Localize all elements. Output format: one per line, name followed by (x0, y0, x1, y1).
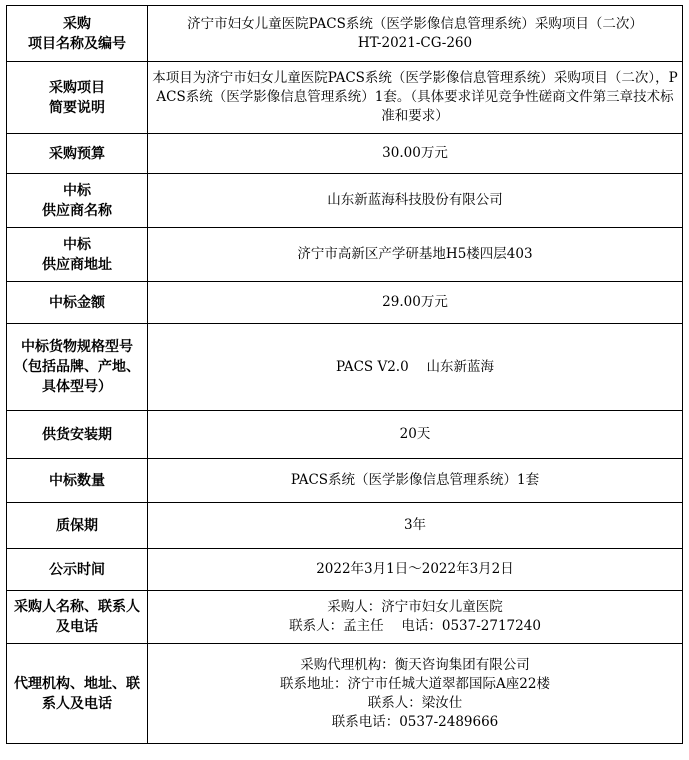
award-amount-value: 29.00万元 (148, 282, 683, 324)
project-description-label: 采购项目 简要说明 (7, 62, 148, 134)
row-quantity (7, 459, 683, 503)
row-budget (7, 134, 683, 174)
supplier-address-label: 中标 供应商地址 (7, 228, 148, 282)
project-name-label: 采购 项目名称及编号 (7, 6, 148, 62)
warranty-value: 3年 (148, 503, 683, 549)
delivery-period-value: 20天 (148, 411, 683, 459)
project-name-value: 济宁市妇女儿童医院PACS系统（医学影像信息管理系统）采购项目（二次） HT-2021-CG-260 (148, 6, 683, 62)
agency-contact-label: 代理机构、地址、联系人及电话 (7, 644, 148, 744)
quantity-value: PACS系统（医学影像信息管理系统）1套 (148, 459, 683, 503)
publicity-period-label: 公示时间 (7, 549, 148, 591)
supplier-address-value: 济宁市高新区产学研基地H5楼四层403 (148, 228, 683, 282)
purchaser-contact-label: 采购人名称、联系人及电话 (7, 591, 148, 644)
warranty-label: 质保期 (7, 503, 148, 549)
project-description-value: 本项目为济宁市妇女儿童医院PACS系统（医学影像信息管理系统）采购项目（二次），PACS系统（医学影像信息管理系统）1套。（具体要求详见竞争性磋商文件第三章技术标准和要求） (148, 62, 683, 134)
row-warranty (7, 503, 683, 549)
agency-contact-value: 采购代理机构：衡天咨询集团有限公司 联系地址：济宁市任城大道翠都国际A座22楼 联系人：梁汝仕 联系电话：0537-2489666 (148, 644, 683, 744)
row-project-description (7, 62, 683, 134)
row-purchaser-contact (7, 591, 683, 644)
quantity-label: 中标数量 (7, 459, 148, 503)
budget-value: 30.00万元 (148, 134, 683, 174)
row-supplier-name (7, 174, 683, 228)
supplier-name-label: 中标 供应商名称 (7, 174, 148, 228)
row-goods-spec (7, 324, 683, 411)
row-agency-contact (7, 644, 683, 744)
procurement-result-table (6, 5, 683, 744)
publicity-period-value: 2022年3月1日～2022年3月2日 (148, 549, 683, 591)
goods-spec-value: PACS V2.0 山东新蓝海 (148, 324, 683, 411)
supplier-name-value: 山东新蓝海科技股份有限公司 (148, 174, 683, 228)
row-publicity-period (7, 549, 683, 591)
row-award-amount (7, 282, 683, 324)
row-delivery-period (7, 411, 683, 459)
goods-spec-label: 中标货物规格型号（包括品牌、产地、具体型号） (7, 324, 148, 411)
award-amount-label: 中标金额 (7, 282, 148, 324)
row-supplier-address (7, 228, 683, 282)
row-project-name (7, 6, 683, 62)
budget-label: 采购预算 (7, 134, 148, 174)
delivery-period-label: 供货安装期 (7, 411, 148, 459)
purchaser-contact-value: 采购人：济宁市妇女儿童医院 联系人：孟主任 电话：0537-2717240 (148, 591, 683, 644)
